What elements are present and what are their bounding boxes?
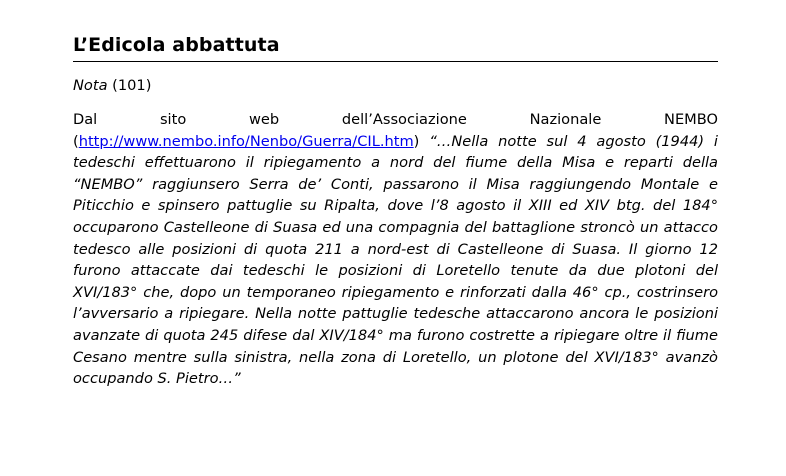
- quoted-passage: “…Nella notte sul 4 agosto (1944) i tedeschi effettuarono il ripiegamento a nord del fiume della Misa e reparti della “NEMBO” raggiunsero Serra de’ Conti, passarono il Misa raggiungendo Montale e Piticchio e spinsero pattuglie su Ripalta, dove l’8 agosto il XIII ed XIV btg. del 184° occuparono Castelleone di Suasa ed una compagnia del battaglione stroncò un attacco tedesco alle posizioni di quota 211 a nord-est di Castelleone di Suasa. Il giorno 12 furono attaccate dai tedeschi le posizioni di Loretello tenute da due plotoni del XVI/183° che, dopo un temporaneo ripiegamento e rinforzati dalla 46° cp., costrinsero l’avversario a ripiegare. Nella notte pattuglie tedesche attaccarono ancora le posizioni avanzate di quota 245 difese dal XIV/184° ma furono costrette a ripiegare oltre il fiume Cesano mentre sulla sinistra, nella zona di Loretello, un plotone del XVI/183° avanzò occupando S. Pietro…”: [73, 132, 718, 388]
- document-page: [73, 32, 718, 404]
- intro-text: Dal sito web dell’Associazione Nazionale NEMBO (: [73, 111, 718, 150]
- note-number: (101): [112, 77, 152, 94]
- note-label: Nota: [73, 77, 108, 94]
- note-body: [73, 109, 718, 390]
- note-heading: [73, 75, 718, 96]
- after-link-text: ): [413, 132, 430, 150]
- document-title: L’Edicola abbattuta: [73, 32, 718, 62]
- source-link[interactable]: http://www.nembo.info/Nenbo/Guerra/CIL.htm: [78, 132, 414, 150]
